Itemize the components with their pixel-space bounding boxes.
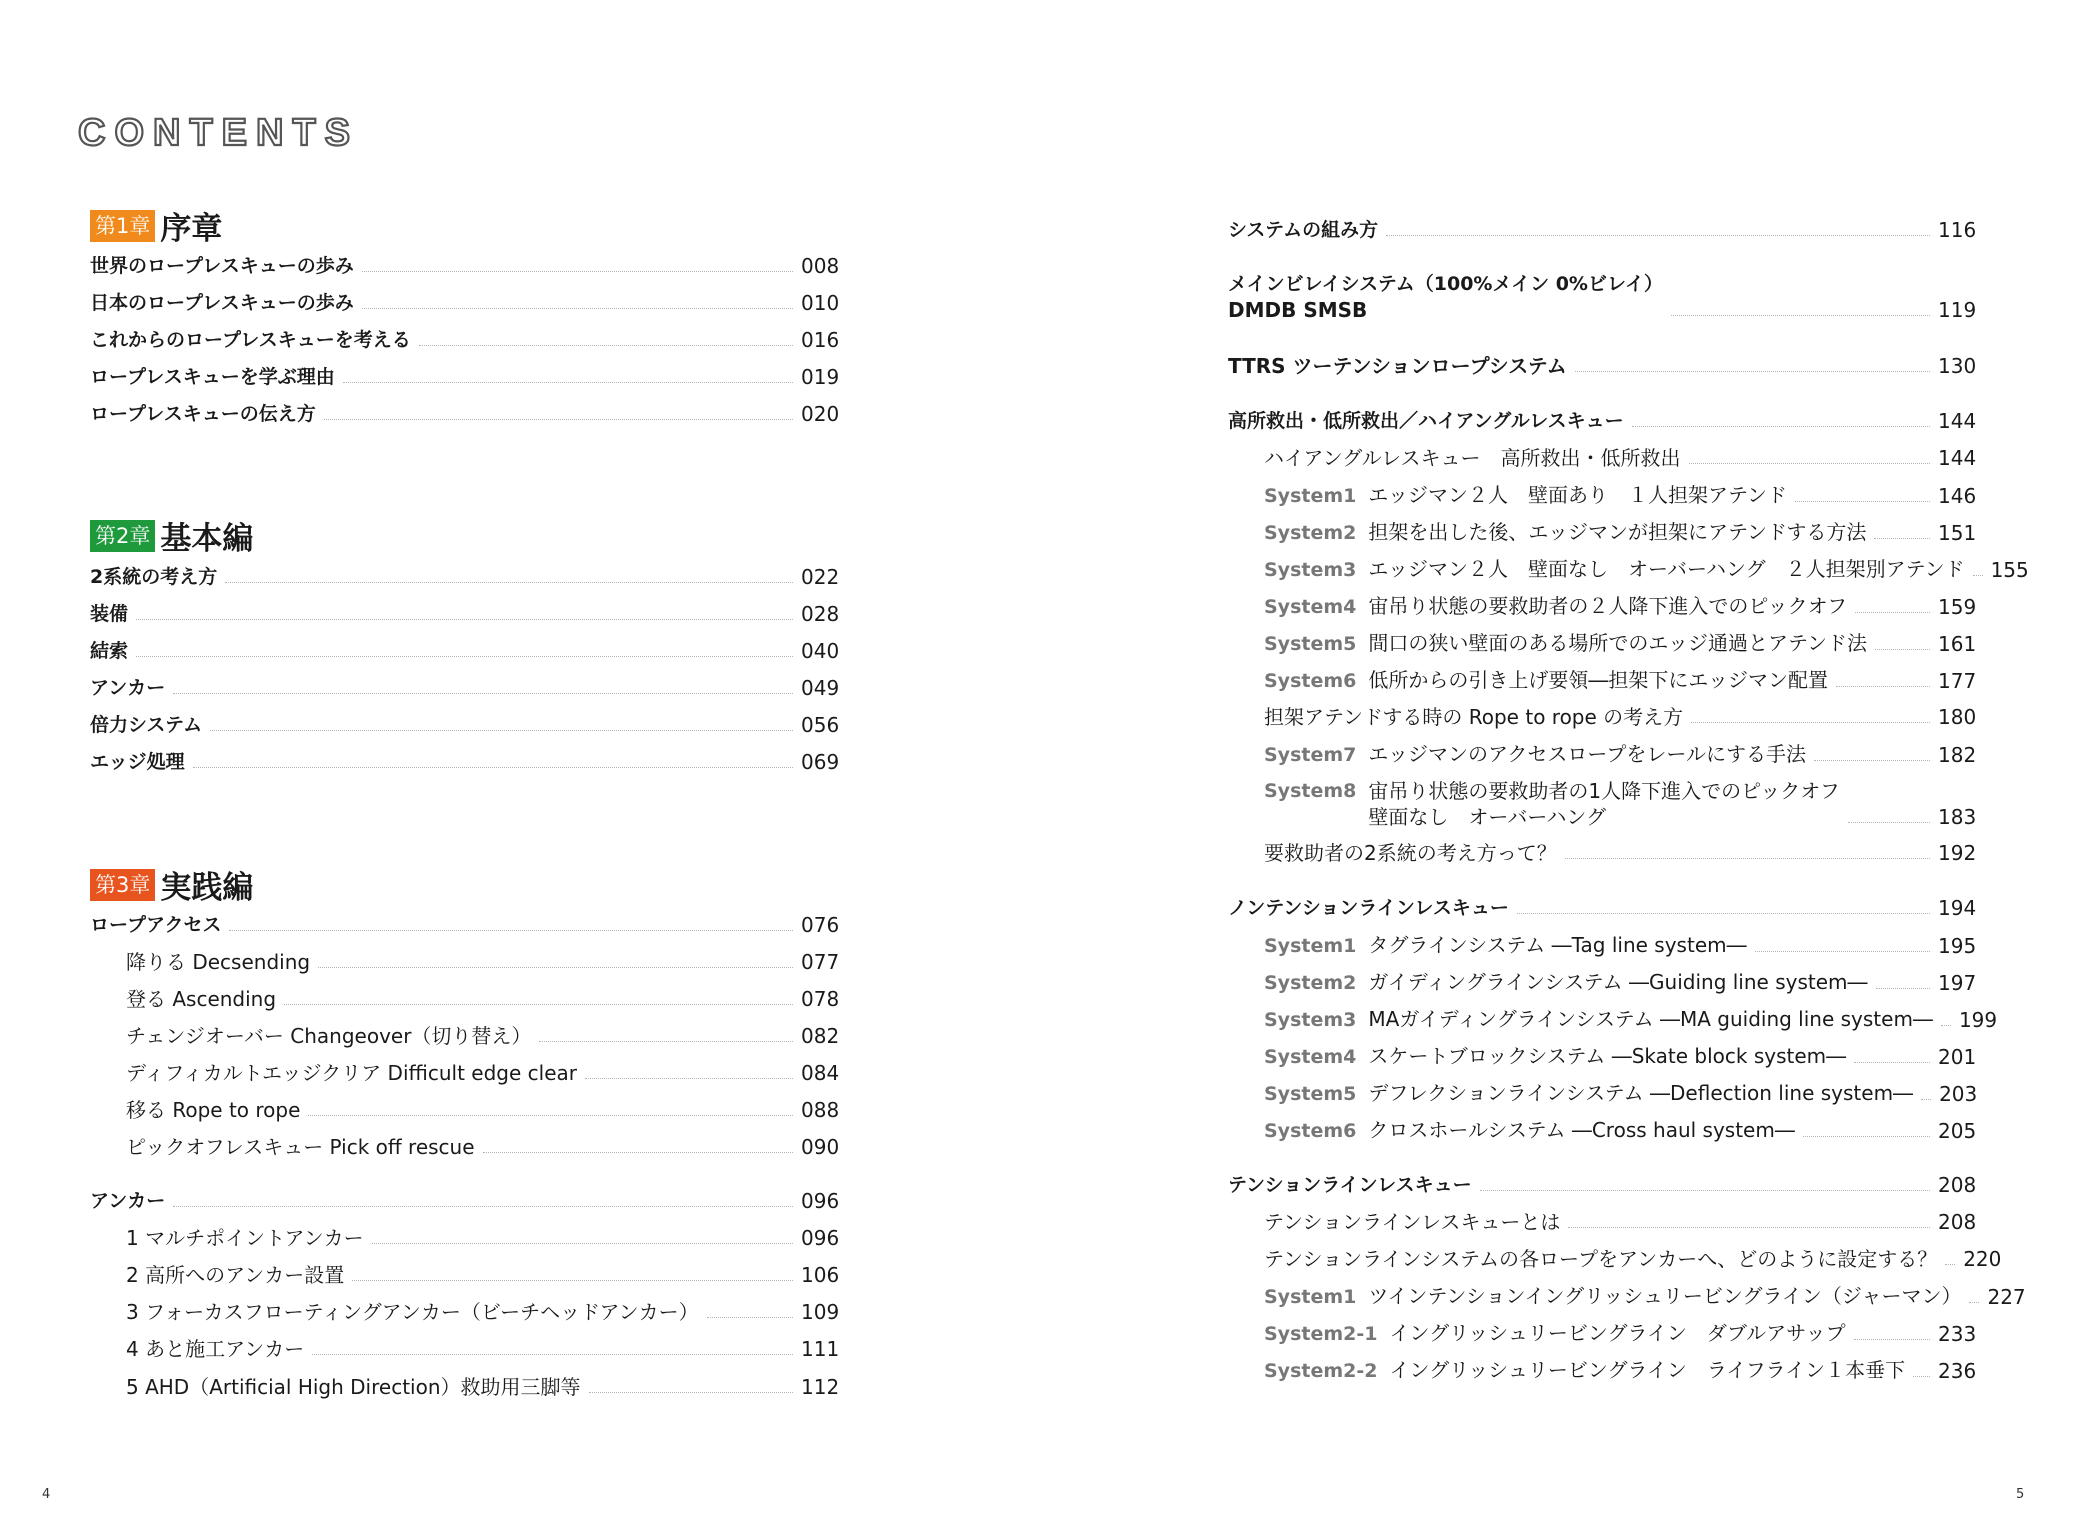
toc-entry[interactable] — [1228, 1117, 1977, 1144]
page-number: 049 — [801, 676, 840, 700]
leader-dots — [1945, 1264, 1955, 1265]
system-tag: System5 — [1264, 633, 1357, 655]
entry-text: デフレクションラインシステム ―Deflection line system― — [1368, 1081, 1914, 1105]
leader-dots — [1689, 463, 1931, 464]
toc-entry[interactable] — [90, 749, 840, 775]
page-number: 208 — [1938, 1173, 1977, 1197]
system-tag: System6 — [1264, 1120, 1357, 1142]
toc-entry[interactable] — [1228, 1209, 1977, 1235]
page-number: 208 — [1938, 1210, 1977, 1234]
system-tag: System8 — [1264, 780, 1357, 802]
leader-dots — [539, 1041, 793, 1042]
entry-label: メインビレイシステム（100%メイン 0%ビレイ） — [1228, 273, 1664, 295]
page-number: 109 — [801, 1300, 840, 1324]
leader-dots — [1565, 858, 1930, 859]
toc-entry[interactable] — [90, 601, 840, 627]
entry-label — [1228, 1006, 1933, 1033]
entry-label: テンションラインレスキュー — [1228, 1174, 1472, 1196]
page-number: 082 — [801, 1024, 840, 1048]
leader-dots — [318, 967, 793, 968]
page-number: 192 — [1938, 841, 1977, 865]
system-tag: System3 — [1264, 1009, 1357, 1031]
entry-label: 装備 — [90, 603, 129, 625]
page-number: 096 — [801, 1226, 840, 1250]
entry-label — [1228, 519, 1866, 546]
toc-entry[interactable] — [90, 1299, 840, 1325]
system-tag: System5 — [1264, 1083, 1357, 1105]
entry-text: イングリッシュリービングライン ライフライン１本垂下 — [1389, 1358, 1906, 1382]
page-number: 019 — [801, 365, 840, 389]
toc-entry[interactable] — [90, 1262, 840, 1288]
entry-label — [1228, 1043, 1846, 1070]
toc-entry[interactable] — [1228, 271, 1977, 323]
page-number: 203 — [1939, 1082, 1978, 1106]
entry-label — [1228, 932, 1747, 959]
leader-dots — [362, 271, 793, 272]
entry-label: テンションラインシステムの各ロープをアンカーへ、どのように設定する？ — [1264, 1247, 1938, 1271]
toc-entry[interactable] — [90, 1060, 840, 1086]
toc-entry[interactable] — [90, 327, 840, 353]
entry-label — [1228, 969, 1868, 996]
system-tag: System2-2 — [1264, 1360, 1378, 1382]
entry-text: 間口の狭い壁面のある場所でのエッジ通過とアテンド法 — [1368, 631, 1867, 655]
leader-dots — [1875, 649, 1930, 650]
toc-entry[interactable] — [90, 1225, 840, 1251]
chapter-3-heading — [90, 862, 253, 907]
leader-dots — [225, 582, 793, 583]
toc-entry[interactable] — [90, 564, 840, 590]
entry-label: 登る Ascending — [126, 987, 277, 1011]
leader-dots — [136, 619, 793, 620]
leader-dots — [136, 656, 793, 657]
system-tag: System4 — [1264, 596, 1357, 618]
chapter-2-heading — [90, 513, 253, 558]
entry-label — [1228, 482, 1787, 509]
leader-dots — [372, 1243, 793, 1244]
toc-entry[interactable] — [90, 290, 840, 316]
leader-dots — [1913, 1376, 1930, 1377]
leader-dots — [1575, 371, 1930, 372]
leader-dots — [1632, 426, 1930, 427]
page-number: 205 — [1938, 1119, 1977, 1143]
leader-dots — [284, 1004, 793, 1005]
leader-dots — [1755, 951, 1930, 952]
toc-entry[interactable] — [90, 1134, 840, 1160]
entry-text: エッジマンのアクセスロープをレールにする手法 — [1368, 742, 1806, 766]
chapter-badge: 第2章 — [90, 520, 155, 552]
leader-dots — [1386, 235, 1930, 236]
entry-label: ロープレスキューの伝え方 — [90, 403, 316, 425]
system-tag: System1 — [1264, 485, 1357, 507]
toc-entry[interactable] — [90, 1097, 840, 1123]
toc-entry[interactable] — [1228, 704, 1977, 730]
entry-text: エッジマン２人 壁面あり １人担架アテンド — [1368, 483, 1787, 507]
leader-dots — [312, 1354, 793, 1355]
leader-dots — [1568, 1227, 1930, 1228]
page-number: 194 — [1938, 896, 1977, 920]
page-number: 111 — [801, 1337, 840, 1361]
entry-label-group — [1228, 271, 1663, 323]
leader-dots — [173, 1206, 793, 1207]
leader-dots — [324, 419, 793, 420]
entry-label — [1228, 556, 1965, 583]
system-tag: System7 — [1264, 744, 1357, 766]
toc-entry[interactable] — [1228, 445, 1977, 471]
entry-label: システムの組み方 — [1228, 219, 1379, 241]
system-tag: System4 — [1264, 1046, 1357, 1068]
page-number: 090 — [801, 1135, 840, 1159]
page-number: 161 — [1938, 632, 1977, 656]
entry-text: 担架を出した後、エッジマンが担架にアテンドする方法 — [1368, 520, 1867, 544]
toc-entry[interactable] — [90, 675, 840, 701]
toc-entry[interactable] — [90, 364, 840, 390]
toc-entry[interactable] — [1228, 482, 1977, 509]
leader-dots — [352, 1280, 793, 1281]
toc-entry[interactable] — [1228, 1283, 2026, 1310]
entry-label: 日本のロープレスキューの歩み — [90, 292, 354, 314]
entry-label: 高所救出・低所救出／ハイアングルレスキュー — [1228, 410, 1624, 432]
toc-entry[interactable] — [1228, 840, 1977, 866]
toc-entry[interactable] — [1228, 1043, 1977, 1070]
page-number: 182 — [1938, 743, 1977, 767]
entry-label: 5 AHD（Artificial High Direction）救助用三脚等 — [126, 1375, 581, 1399]
toc-entry[interactable] — [1228, 630, 1977, 657]
toc-entry[interactable] — [90, 1023, 840, 1049]
leader-dots — [308, 1115, 793, 1116]
entry-label-line2: DMDB SMSB — [1228, 298, 1368, 322]
entry-text: スケートブロックシステム ―Skate block system― — [1368, 1044, 1847, 1068]
entry-label: アンカー — [90, 677, 166, 699]
entry-text: 宙吊り状態の要救助者の２人降下進入でのピックオフ — [1368, 594, 1847, 618]
chapter-1-heading — [90, 203, 222, 248]
entry-label — [1228, 630, 1867, 657]
system-tag: System2 — [1264, 522, 1357, 544]
page-number: 180 — [1938, 705, 1977, 729]
entry-label: 担架アテンドする時の Rope to rope の考え方 — [1264, 705, 1684, 729]
toc-entry[interactable] — [90, 1374, 840, 1400]
page-number: 197 — [1938, 971, 1977, 995]
entry-text: ガイディングラインシステム ―Guiding line system― — [1368, 970, 1868, 994]
leader-dots — [173, 693, 793, 694]
toc-entry[interactable] — [1228, 1080, 1978, 1107]
entry-text: エッジマン２人 壁面なし オーバーハング ２人担架別アテンド — [1368, 557, 1965, 581]
leader-dots — [362, 308, 793, 309]
leader-dots — [1941, 1025, 1951, 1026]
page-number: 016 — [801, 328, 840, 352]
entry-label: ピックオフレスキュー Pick off rescue — [126, 1135, 475, 1159]
system-tag: System2 — [1264, 972, 1357, 994]
page-number: 040 — [801, 639, 840, 663]
leader-dots — [229, 930, 793, 931]
page-number: 076 — [801, 913, 840, 937]
leader-dots — [1921, 1099, 1931, 1100]
toc-entry[interactable] — [1228, 519, 1977, 546]
page-number: 195 — [1938, 934, 1977, 958]
entry-label: ディフィカルトエッジクリア Difficult edge clear — [126, 1061, 577, 1085]
entry-label: エッジ処理 — [90, 751, 185, 773]
toc-entry[interactable] — [90, 401, 840, 427]
entry-text-group — [1368, 778, 1839, 830]
leader-dots — [1973, 575, 1983, 576]
page-number: 116 — [1938, 218, 1977, 242]
leader-dots — [193, 767, 793, 768]
entry-label — [1228, 741, 1806, 768]
entry-label: 3 フォーカスフローティングアンカー（ビーチヘッドアンカー） — [126, 1300, 699, 1324]
entry-text: タグラインシステム ―Tag line system― — [1368, 933, 1747, 957]
toc-entry[interactable] — [1228, 353, 1977, 379]
toc-entry[interactable] — [90, 949, 840, 975]
page-number: 151 — [1938, 521, 1977, 545]
chapter-title: 序章 — [160, 211, 223, 247]
page-number: 144 — [1938, 409, 1977, 433]
entry-label: 降りる Decsending — [126, 950, 311, 974]
leader-dots — [1803, 1136, 1930, 1137]
chapter-title: 実践編 — [160, 870, 254, 906]
page-number: 201 — [1938, 1045, 1977, 1069]
leader-dots — [1876, 988, 1931, 989]
leader-dots — [707, 1317, 793, 1318]
toc-entry[interactable] — [90, 912, 840, 938]
leader-dots — [419, 345, 793, 346]
page-number: 106 — [801, 1263, 840, 1287]
entry-label — [1228, 778, 1840, 830]
toc-entry[interactable] — [1228, 667, 1977, 694]
entry-label: 要救助者の2系統の考え方って？ — [1264, 841, 1557, 865]
page-number: 112 — [801, 1375, 840, 1399]
leader-dots — [1854, 1062, 1930, 1063]
toc-entry[interactable] — [90, 1336, 840, 1362]
leader-dots — [1814, 760, 1930, 761]
entry-label: ノンテンションラインレスキュー — [1228, 897, 1509, 919]
toc-entry[interactable] — [1228, 556, 2029, 583]
leader-dots — [483, 1152, 793, 1153]
entry-label: アンカー — [90, 1190, 166, 1212]
page-number: 020 — [801, 402, 840, 426]
leader-dots — [343, 382, 793, 383]
entry-label: 2系統の考え方 — [90, 566, 218, 588]
leader-dots — [1795, 501, 1930, 502]
page-number: 227 — [1987, 1285, 2026, 1309]
page-number: 028 — [801, 602, 840, 626]
page-number: 008 — [801, 254, 840, 278]
entry-label — [1228, 593, 1847, 620]
leader-dots — [1836, 686, 1930, 687]
entry-text: イングリッシュリービングライン ダブルアサップ — [1389, 1321, 1846, 1345]
page-number: 084 — [801, 1061, 840, 1085]
page-folio-left: 4 — [42, 1487, 51, 1502]
leader-dots — [1854, 1339, 1930, 1340]
page-number: 088 — [801, 1098, 840, 1122]
entry-label: 結索 — [90, 640, 129, 662]
entry-label: 2 高所へのアンカー設置 — [126, 1263, 345, 1287]
page-number: 144 — [1938, 446, 1977, 470]
entry-text: 低所からの引き上げ要領―担架下にエッジマン配置 — [1368, 668, 1828, 692]
page-number: 236 — [1938, 1359, 1977, 1383]
entry-label: これからのロープレスキューを考える — [90, 329, 411, 351]
page-folio-right: 5 — [2016, 1487, 2025, 1502]
system-tag: System1 — [1264, 1286, 1357, 1308]
system-tag: System6 — [1264, 670, 1357, 692]
leader-dots — [589, 1392, 793, 1393]
toc-entry[interactable] — [1228, 1172, 1977, 1198]
page-number: 199 — [1958, 1008, 1998, 1032]
leader-dots — [1691, 722, 1930, 723]
entry-text: MAガイディングラインシステム ―MA guiding line system― — [1368, 1007, 1933, 1031]
leader-dots — [1855, 612, 1930, 613]
entry-label: テンションラインレスキューとは — [1264, 1210, 1561, 1234]
toc-entry[interactable] — [1228, 408, 1977, 434]
entry-label: ロープレスキューを学ぶ理由 — [90, 366, 335, 388]
page-number: 183 — [1938, 805, 1977, 829]
entry-text: クロスホールシステム ―Cross haul system― — [1368, 1118, 1795, 1142]
toc-entry[interactable] — [1228, 1357, 1977, 1384]
toc-entry[interactable] — [90, 712, 840, 738]
system-tag: System2-1 — [1264, 1323, 1378, 1345]
leader-dots — [1480, 1190, 1930, 1191]
toc-entry[interactable] — [1228, 593, 1977, 620]
entry-label — [1228, 1320, 1846, 1347]
entry-label: 1 マルチポイントアンカー — [126, 1226, 364, 1250]
page-number: 077 — [801, 950, 840, 974]
leader-dots — [1969, 1302, 1979, 1303]
toc-entry[interactable] — [90, 986, 840, 1012]
toc-entry[interactable] — [1228, 1006, 1998, 1033]
entry-text: ツインテンションイングリッシュリービングライン（ジャーマン） — [1368, 1284, 1962, 1308]
entry-label — [1228, 1283, 1961, 1310]
toc-entry[interactable] — [1228, 969, 1977, 996]
entry-text-line2: 壁面なし オーバーハング — [1368, 805, 1606, 829]
entry-label: 4 あと施工アンカー — [126, 1337, 305, 1361]
toc-entry[interactable] — [1228, 741, 1977, 768]
page-number: 022 — [801, 565, 840, 589]
entry-label: 移る Rope to rope — [126, 1098, 301, 1122]
leader-dots — [210, 730, 793, 731]
entry-label: 倍力システム — [90, 714, 203, 736]
page-number: 010 — [801, 291, 840, 315]
page-number: 119 — [1938, 298, 1977, 322]
page-number: 155 — [1990, 558, 2029, 582]
page-number: 233 — [1938, 1322, 1977, 1346]
page-number: 056 — [801, 713, 840, 737]
entry-label: TTRS ツーテンションロープシステム — [1228, 354, 1567, 378]
page-number: 159 — [1938, 595, 1977, 619]
leader-dots — [1671, 315, 1930, 316]
toc-entry[interactable] — [90, 253, 840, 279]
entry-label: ハイアングルレスキュー 高所救出・低所救出 — [1264, 446, 1681, 470]
page-number: 096 — [801, 1189, 840, 1213]
page-number: 220 — [1963, 1247, 2002, 1271]
toc-entry[interactable] — [1228, 932, 1977, 959]
leader-dots — [585, 1078, 793, 1079]
toc-entry[interactable] — [1228, 895, 1977, 921]
toc-entry[interactable] — [1228, 217, 1977, 243]
chapter-badge: 第3章 — [90, 869, 155, 901]
chapter-title: 基本編 — [160, 521, 254, 557]
page-number: 078 — [801, 987, 840, 1011]
entry-label — [1228, 1080, 1913, 1107]
entry-label: 世界のロープレスキューの歩み — [90, 255, 354, 277]
system-tag: System1 — [1264, 935, 1357, 957]
system-tag: System3 — [1264, 559, 1357, 581]
leader-dots — [1874, 538, 1930, 539]
toc-entry[interactable] — [90, 1188, 840, 1214]
entry-label — [1228, 1117, 1795, 1144]
entry-text: 宙吊り状態の要救助者の1人降下進入でのピックオフ — [1368, 779, 1840, 803]
leader-dots — [1848, 822, 1930, 823]
page-number: 069 — [801, 750, 840, 774]
entry-label: チェンジオーバー Changeover（切り替え） — [126, 1024, 532, 1048]
page-number: 146 — [1938, 484, 1977, 508]
contents-heading: CONTENTS — [78, 112, 359, 154]
toc-entry[interactable] — [1228, 778, 1977, 830]
entry-label — [1228, 667, 1828, 694]
page-number: 177 — [1938, 669, 1977, 693]
toc-entry[interactable] — [1228, 1320, 1977, 1347]
page-number: 130 — [1938, 354, 1977, 378]
leader-dots — [1517, 913, 1930, 914]
entry-label: ロープアクセス — [90, 914, 222, 936]
toc-entry[interactable] — [1228, 1246, 2002, 1272]
entry-label — [1228, 1357, 1905, 1384]
toc-entry[interactable] — [90, 638, 840, 664]
chapter-badge: 第1章 — [90, 210, 155, 242]
